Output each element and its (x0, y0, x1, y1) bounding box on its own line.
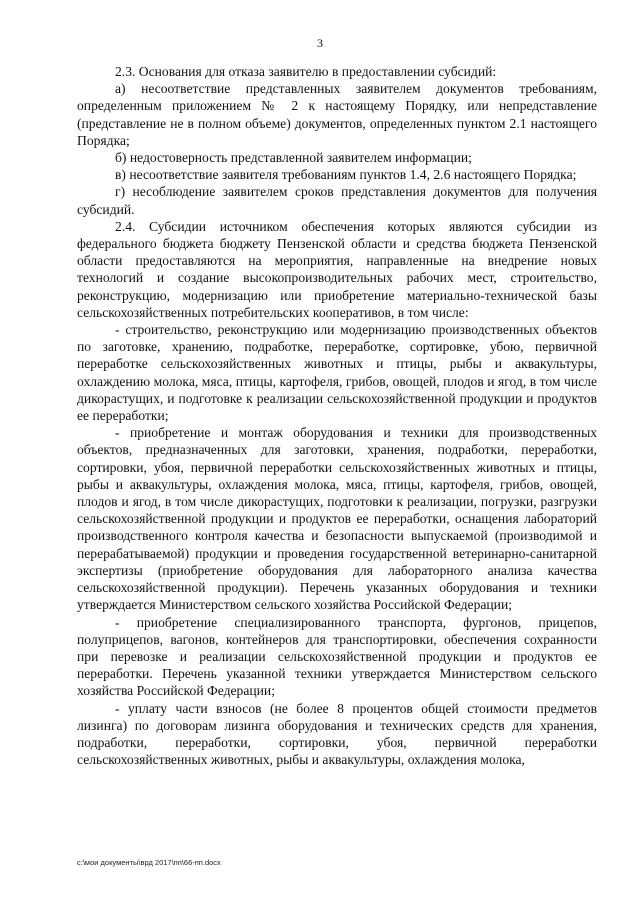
list-item-construction: - строительство, реконструкцию или модернизацию производственных объектов по заготовке, хранению, подработке, переработке, сортировке, убою, первичной переработке сельскохозяйственных животных и птицы, рыбы и аквакультуры, охлаждению молока, мяса, птицы, картофеля, грибов, овощей, плодов и ягод, в том числе дикорастущих, и подготовке к реализации сельскохозяйственной продукции и продуктов ее переработки; (77, 322, 597, 424)
paragraph-2-3-g: г) несоблюдение заявителем сроков представления документов для получения субсидий. (77, 184, 597, 217)
list-item-transport: - приобретение специализированного транспорта, фургонов, прицепов, полуприцепов, вагонов, контейнеров для транспортировки, обеспечения сохранности при перевозке и реализации сельскохозяйственной продукции и продуктов ее переработки. Перечень указанной техники утверждается Министерством сельского хозяйства Российской Федерации; (77, 614, 597, 699)
page-number: 3 (317, 36, 323, 50)
paragraph-2-3-v: в) несоответствие заявителя требованиям пунктов 1.4, 2.6 настоящего Порядка; (115, 167, 577, 183)
footer-file-path: c:\мои документы\врд 2017\пп\66-пп.docx (77, 858, 221, 867)
list-item-equipment: - приобретение и монтаж оборудования и техники для производственных объектов, предназначенных для заготовки, хранения, подработки, переработки, сортировки, убоя, первичной переработки сельскохозяйственных животных и птицы, рыбы и аквакультуры, охлаждения молока, мяса, птицы, картофеля, грибов, овощей, плодов и ягод, в том числе дикорастущих, подготовки к реализации, погрузки, разгрузки сельскохозяйственной продукции и продуктов ее переработки, оснащения лабораторий производственного контроля качества и безопасности выпускаемой (производимой и перерабатываемой) продукции и проведения государственной ветеринарно-санитарной экспертизы (приобретение оборудования для лабораторного анализа качества сельскохозяйственной продукции). Перечень указанных оборудования и техники утверждается Министерством сельского хозяйства Российской Федерации; (77, 425, 597, 613)
document-body (77, 63, 597, 768)
paragraph-2-3-heading: 2.3. Основания для отказа заявителю в предоставлении субсидий: (115, 64, 497, 79)
paragraph-2-4: 2.4. Субсидии источником обеспечения которых являются субсидии из федерального бюджета бюджету Пензенской области и средства бюджета Пензенской области предоставляются на мероприятия, направленные на внедрение новых технологий и создание высокопроизводительных рабочих мест, строительство, реконструкцию, модернизацию или приобретение материально-технической базы сельскохозяйственных потребительских кооперативов, в том числе: (77, 218, 597, 320)
paragraph-2-3-b: б) недостоверность представленной заявителем информации; (115, 150, 472, 166)
paragraph-2-3-a: а) несоответствие представленных заявителем документов требованиям, определенным приложением № 2 к настоящему Порядку, или непредставление (представление не в полном объеме) документов, определенных пунктом 2.1 настоящего Порядка; (77, 81, 597, 148)
list-item-leasing: - уплату части взносов (не более 8 процентов общей стоимости предметов лизинга) по договорам лизинга оборудования и технических средств для хранения, подработки, переработки, сортировки, убоя, первичной переработки сельскохозяйственных животных, рыбы и аквакультуры, охлаждения молока, (77, 700, 597, 768)
